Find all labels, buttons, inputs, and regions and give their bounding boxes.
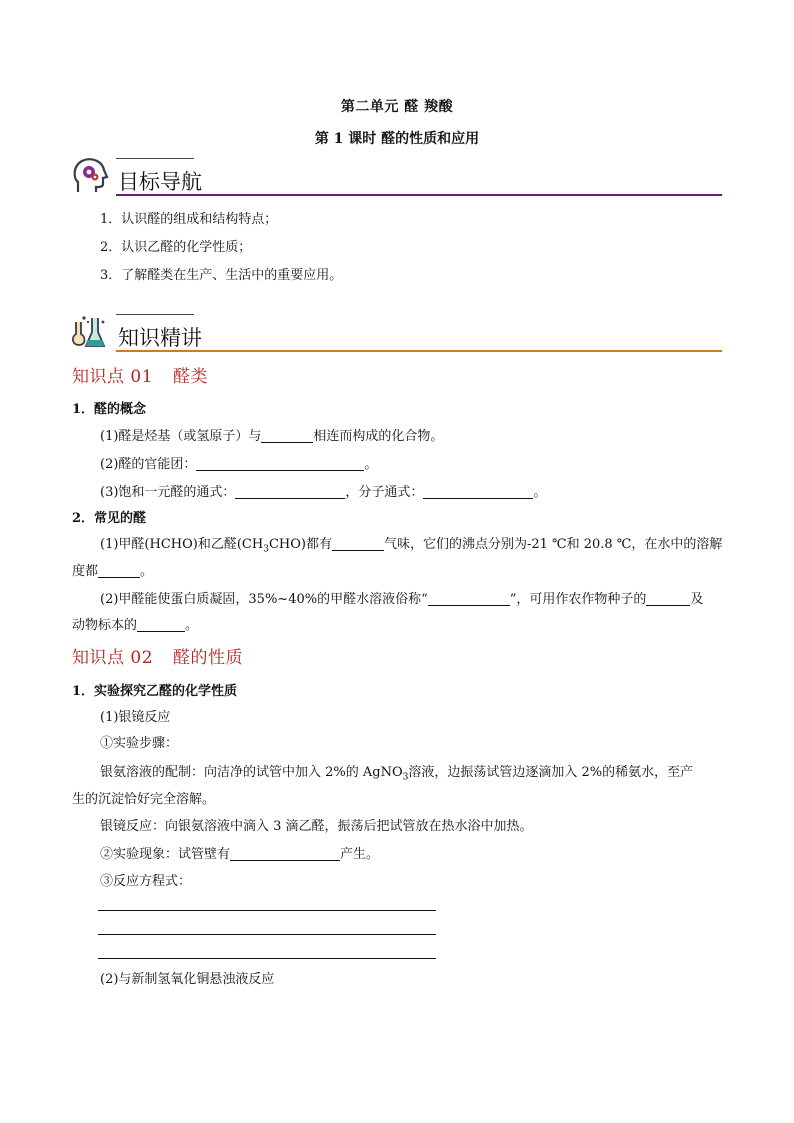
knowledge-point-1-heading [72, 362, 208, 387]
knowledge-section-header [70, 312, 722, 356]
fill-blank[interactable] [230, 846, 340, 861]
head-gears-icon [70, 156, 110, 196]
silver-mirror-heading: (1)银镜反应 [100, 710, 171, 725]
goal-item: 3．了解醛类在生产、生活中的重要应用。 [100, 268, 343, 283]
goal-item: 2．认识乙醛的化学性质； [100, 240, 252, 255]
goal-rule [116, 194, 722, 196]
goal-item: 1．认识醛的组成和结构特点； [100, 212, 278, 227]
aldehyde-concept-heading: 1．醛的概念 [72, 402, 147, 417]
copper-hydroxide-heading: (2)与新制氢氧化铜悬浊液反应 [100, 972, 275, 987]
fill-blank[interactable] [646, 591, 690, 606]
procedure-line-3: 银镜反应：向银氨溶液中滴入 3 滴乙醛，振荡后把试管放在热水浴中加热。 [100, 819, 533, 834]
concept-line-2: (2)醛的官能团： 。 [100, 457, 378, 472]
concept-line-3: (3)饱和一元醛的通式： ，分子通式： 。 [100, 485, 547, 500]
goal-section-header [70, 156, 722, 200]
fill-blank[interactable] [332, 536, 384, 551]
common-line-1: (1)甲醛(HCHO)和乙醛$(CH_3CHO)$都有 气味，它们的沸点分别为-21 ℃和 20.8 ℃，在水中的溶解 [100, 537, 723, 555]
experiment-heading: 1．实验探究乙醛的化学性质 [72, 684, 238, 699]
knowledge-short-rule [116, 314, 194, 315]
answer-line[interactable] [98, 958, 436, 959]
equation-heading: ③反应方程式： [100, 874, 192, 889]
fill-blank[interactable] [98, 563, 140, 578]
unit-title: 第二单元 醛 羧酸 [340, 99, 454, 115]
kp1-label: 知识点 01 [72, 367, 154, 387]
knowledge-rule [116, 350, 722, 352]
common-line-4: 动物标本的 。 [72, 618, 199, 633]
common-line-2: 度都 。 [72, 564, 154, 579]
kp2-name: 醛的性质 [173, 648, 244, 668]
goal-section-title: 目标导航 [118, 170, 202, 194]
fill-blank[interactable] [261, 428, 313, 443]
answer-line[interactable] [98, 934, 436, 935]
lesson-title: 第 1 课时 醛的性质和应用 [314, 131, 480, 147]
lab-flasks-icon [70, 312, 110, 352]
kp2-label: 知识点 02 [72, 648, 154, 668]
common-line-3: (2)甲醛能使蛋白质凝固，35%~40%的甲醛水溶液俗称“ ”，可用作农作物种子的 及 [100, 592, 704, 607]
fill-blank[interactable] [428, 591, 510, 606]
phenomenon-line: ②实验现象：试管壁有 产生。 [100, 847, 380, 862]
fill-blank[interactable] [196, 456, 364, 471]
procedure-heading: ①实验步骤： [100, 736, 179, 751]
fill-blank[interactable] [137, 617, 185, 632]
procedure-line-1: 银氨溶液的配制：向洁净的试管中加入 2%的 AgNO$_3$溶液，边振荡试管边逐滴加入 2%的稀氨水，至产 [100, 765, 694, 783]
concept-line-1: (1)醛是烃基（或氢原子）与 相连而构成的化合物。 [100, 429, 444, 444]
procedure-line-2: 生的沉淀恰好完全溶解。 [72, 792, 216, 807]
answer-line[interactable] [98, 910, 436, 911]
kp1-name: 醛类 [173, 367, 209, 387]
knowledge-section-title: 知识精讲 [118, 326, 202, 350]
goal-short-rule [116, 158, 194, 159]
fill-blank[interactable] [423, 484, 533, 499]
fill-blank[interactable] [235, 484, 345, 499]
goal-list [100, 206, 342, 290]
common-aldehydes-heading: 2．常见的醛 [72, 511, 147, 526]
knowledge-point-2-heading [72, 643, 243, 668]
